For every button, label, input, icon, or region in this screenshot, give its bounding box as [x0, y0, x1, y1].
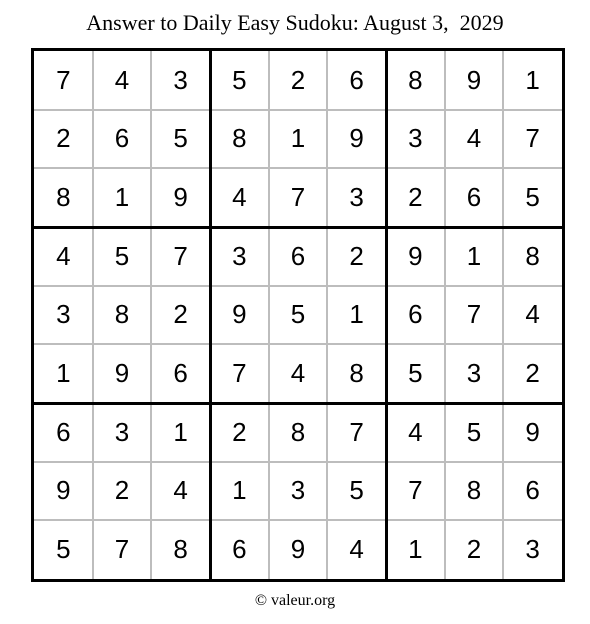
sudoku-cell[interactable]: 2 [466, 534, 482, 565]
sudoku-cell[interactable]: 3 [56, 299, 71, 330]
sudoku-cell[interactable]: 7 [232, 358, 247, 389]
sudoku-cell[interactable]: 8 [466, 475, 482, 506]
sudoku-cell[interactable]: 7 [56, 64, 71, 95]
sudoku-cell[interactable]: 6 [408, 299, 423, 330]
sudoku-cell[interactable]: 2 [173, 299, 188, 330]
sudoku-cell[interactable]: 9 [173, 182, 188, 213]
sudoku-cell[interactable]: 5 [173, 123, 188, 154]
sudoku-cell[interactable]: 4 [114, 64, 130, 95]
sudoku-cell[interactable]: 8 [114, 299, 130, 330]
page-title: Answer to Daily Easy Sudoku: August 3, 2029 [86, 10, 504, 35]
sudoku-cell[interactable]: 7 [408, 475, 423, 506]
sudoku-cell[interactable]: 7 [349, 416, 364, 447]
sudoku-cell[interactable]: 2 [408, 182, 423, 213]
sudoku-cell[interactable]: 4 [466, 123, 482, 154]
sudoku-cell[interactable]: 8 [56, 182, 71, 213]
sudoku-cell[interactable]: 5 [408, 358, 423, 389]
sudoku-cell[interactable]: 9 [349, 123, 364, 154]
sudoku-cell[interactable]: 7 [173, 240, 188, 271]
sudoku-cell[interactable]: 3 [173, 64, 188, 95]
sudoku-cell[interactable]: 3 [408, 123, 423, 154]
sudoku-cell[interactable]: 7 [114, 534, 130, 565]
sudoku-cell[interactable]: 4 [56, 240, 71, 271]
sudoku-cell[interactable]: 9 [114, 358, 130, 389]
sudoku-cell[interactable]: 6 [290, 240, 306, 271]
sudoku-cell[interactable]: 4 [408, 416, 423, 447]
sudoku-cell[interactable]: 9 [232, 299, 247, 330]
sudoku-cell[interactable]: 9 [290, 534, 306, 565]
sudoku-cell[interactable]: 8 [290, 416, 306, 447]
sudoku-board [31, 48, 565, 582]
sudoku-cell[interactable]: 8 [525, 240, 540, 271]
sudoku-cell[interactable]: 1 [114, 182, 130, 213]
sudoku-cell[interactable]: 1 [290, 123, 306, 154]
sudoku-cell[interactable]: 5 [525, 182, 540, 213]
sudoku-cell[interactable]: 7 [466, 299, 482, 330]
sudoku-cell[interactable]: 1 [349, 299, 364, 330]
sudoku-cell[interactable]: 6 [56, 416, 71, 447]
sudoku-cell[interactable]: 3 [466, 358, 482, 389]
sudoku-cell[interactable]: 9 [466, 64, 482, 95]
sudoku-cell[interactable]: 3 [290, 475, 306, 506]
sudoku-cell[interactable]: 8 [349, 358, 364, 389]
sudoku-cell[interactable]: 3 [349, 182, 364, 213]
sudoku-cell[interactable]: 3 [525, 534, 540, 565]
sudoku-cell[interactable]: 7 [290, 182, 306, 213]
sudoku-cell[interactable]: 1 [466, 240, 482, 271]
sudoku-cell[interactable]: 5 [56, 534, 71, 565]
sudoku-cell[interactable]: 5 [232, 64, 247, 95]
sudoku-cell[interactable]: 1 [56, 358, 71, 389]
sudoku-cell[interactable]: 6 [349, 64, 364, 95]
sudoku-cell[interactable]: 5 [466, 416, 482, 447]
sudoku-cell[interactable]: 4 [173, 475, 188, 506]
sudoku-cell[interactable]: 1 [525, 64, 540, 95]
sudoku-cell[interactable]: 2 [525, 358, 540, 389]
sudoku-cell[interactable]: 3 [114, 416, 130, 447]
sudoku-cell[interactable]: 6 [232, 534, 247, 565]
sudoku-cell[interactable]: 6 [173, 358, 188, 389]
sudoku-cell[interactable]: 2 [290, 64, 306, 95]
sudoku-cell[interactable]: 9 [408, 240, 423, 271]
sudoku-cell[interactable]: 6 [466, 182, 482, 213]
sudoku-cell[interactable]: 2 [349, 240, 364, 271]
sudoku-cell[interactable]: 6 [525, 475, 540, 506]
sudoku-cell[interactable]: 4 [525, 299, 540, 330]
sudoku-cell[interactable]: 8 [408, 64, 423, 95]
sudoku-cell[interactable]: 4 [349, 534, 364, 565]
sudoku-cell[interactable]: 1 [408, 534, 423, 565]
sudoku-cell[interactable]: 4 [290, 358, 306, 389]
sudoku-cell[interactable]: 8 [173, 534, 188, 565]
sudoku-cell[interactable]: 4 [232, 182, 247, 213]
sudoku-cell[interactable]: 5 [114, 240, 130, 271]
sudoku-cell[interactable]: 2 [232, 416, 247, 447]
copyright-footer: © valeur.org [254, 592, 336, 609]
sudoku-cell[interactable]: 1 [173, 416, 188, 447]
sudoku-cell[interactable]: 5 [290, 299, 306, 330]
sudoku-cell[interactable]: 9 [525, 416, 540, 447]
sudoku-cell[interactable]: 3 [232, 240, 247, 271]
sudoku-cell[interactable]: 8 [232, 123, 247, 154]
sudoku-cell[interactable]: 7 [525, 123, 540, 154]
sudoku-cell[interactable]: 5 [349, 475, 364, 506]
sudoku-cell[interactable]: 2 [56, 123, 71, 154]
sudoku-cell[interactable]: 2 [114, 475, 130, 506]
sudoku-cell[interactable]: 9 [56, 475, 71, 506]
sudoku-cell[interactable]: 1 [232, 475, 247, 506]
sudoku-cell[interactable]: 6 [114, 123, 130, 154]
